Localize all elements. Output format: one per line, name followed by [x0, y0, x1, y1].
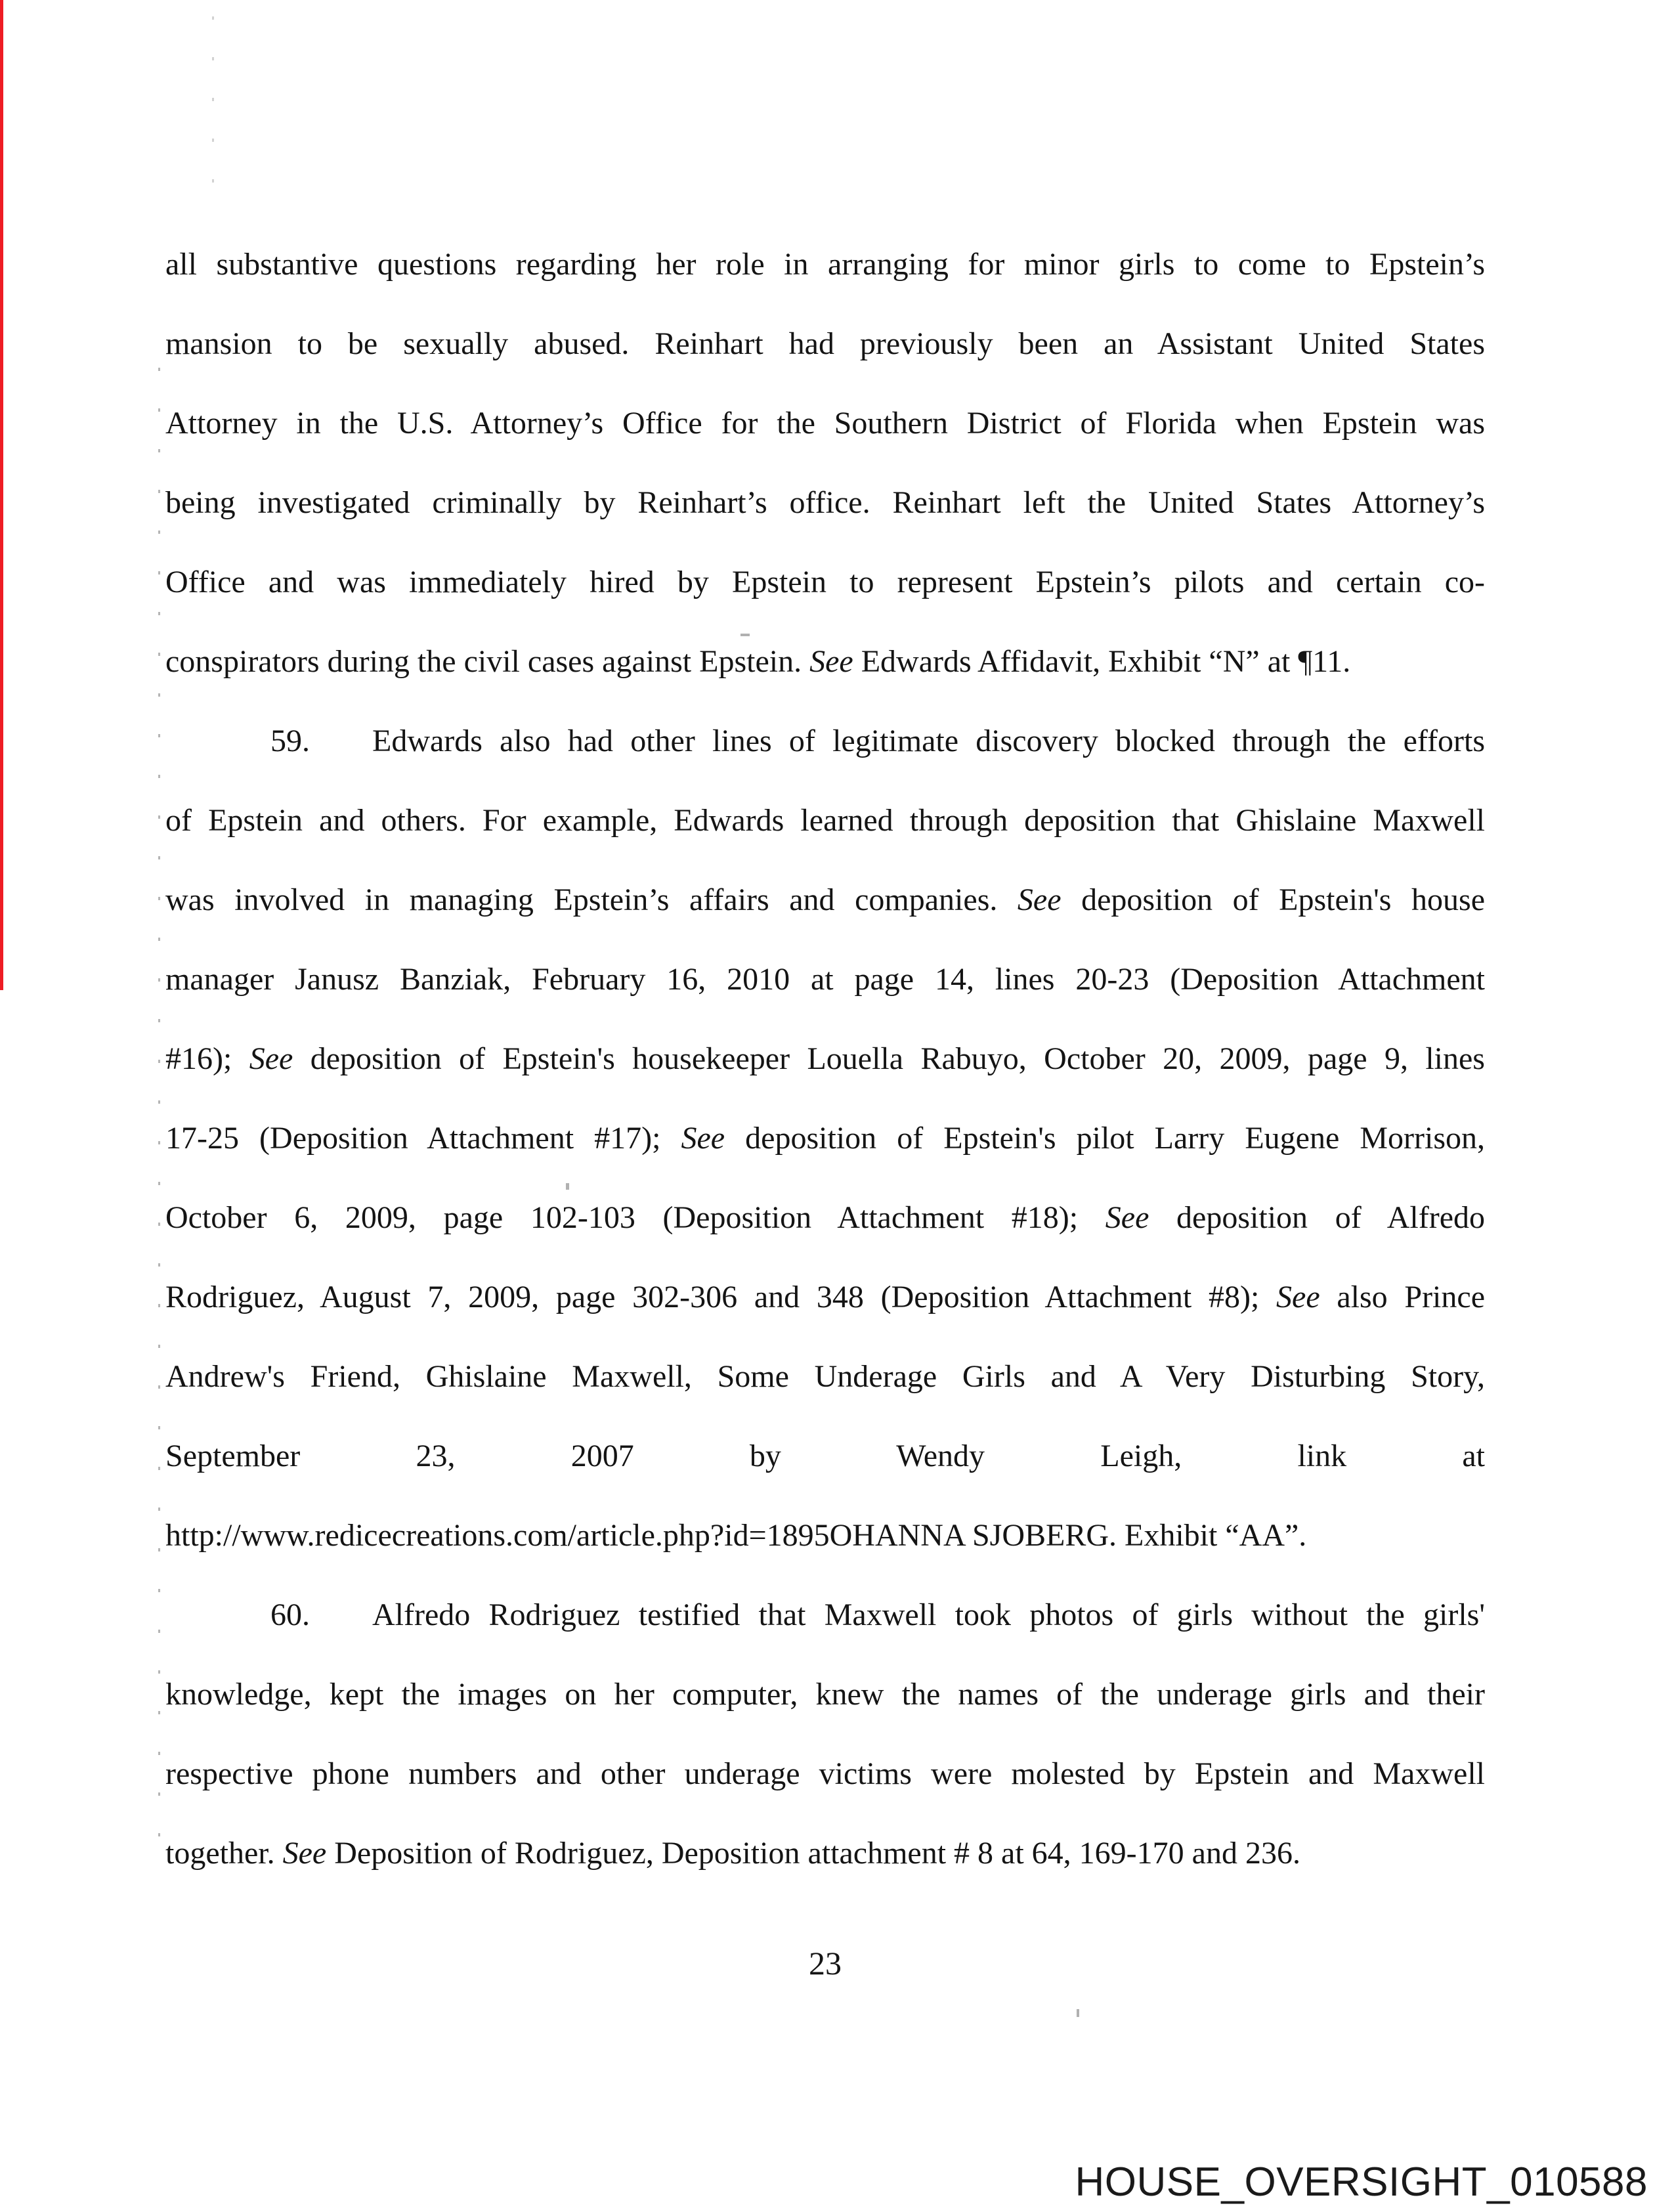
paragraph-number: 59. [270, 724, 310, 758]
text-line: respective phone numbers and other underage victims were molested by Epstein and Maxwell [165, 1756, 1485, 1791]
text-line: 17-25 (Deposition Attachment #17); See deposition of Epstein's pilot Larry Eugene Morrison, [165, 1121, 1485, 1156]
text-line: Rodriguez, August 7, 2009, page 302-306 and 348 (Deposition Attachment #8); See also Prince [165, 1280, 1486, 1314]
text-line: #16); See deposition of Epstein's housekeeper Louella Rabuyo, October 20, 2009, page 9, lines [165, 1041, 1485, 1076]
text-line: being investigated criminally by Reinhart’s office. Reinhart left the United States Attorney’s [165, 485, 1485, 520]
text-line: was involved in managing Epstein’s affairs and companies. See deposition of Epstein's house [165, 882, 1485, 917]
text-line: Office and was immediately hired by Epstein to represent Epstein’s pilots and certain co- [165, 565, 1485, 599]
text-line: 60. Alfredo Rodriguez testified that Maxwell took photos of girls without the girls' [165, 1575, 1485, 1655]
paragraph-number: 60. [270, 1597, 310, 1632]
text-line: manager Janusz Banziak, February 16, 2010 at page 14, lines 20-23 (Deposition Attachment [165, 962, 1485, 997]
page-number: 23 [809, 1945, 842, 1982]
text-line: 59. Edwards also had other lines of legitimate discovery blocked through the efforts [165, 701, 1485, 781]
scan-artifact-dotted-line [158, 368, 160, 1852]
text-line: mansion to be sexually abused. Reinhart had previously been an Assistant United States [165, 326, 1485, 361]
text-line: together. See Deposition of Rodriguez, Deposition attachment # 8 at 64, 169-170 and 236. [165, 1836, 1300, 1871]
text-line: conspirators during the civil cases against Epstein. See Edwards Affidavit, Exhibit “N” at ¶11. [165, 644, 1351, 679]
text-line: Andrew's Friend, Ghislaine Maxwell, Some Underage Girls and A Very Disturbing Story, [165, 1359, 1485, 1394]
text-line: September 23, 2007 by Wendy Leigh, link at [165, 1439, 1485, 1473]
scan-artifact-dotted-line-top [212, 16, 214, 220]
text-line: of Epstein and others. For example, Edwards learned through deposition that Ghislaine Maxwell [165, 803, 1485, 838]
scan-red-edge-artifact [0, 0, 3, 990]
text-line: all substantive questions regarding her role in arranging for minor girls to come to Epstein’s [165, 247, 1485, 282]
text-line: http://www.redicecreations.com/article.php?id=1895OHANNA SJOBERG. Exhibit “AA”. [165, 1518, 1307, 1553]
text-line: knowledge, kept the images on her computer, knew the names of the underage girls and their [165, 1677, 1485, 1712]
scan-speck [1077, 2009, 1079, 2017]
text-line: Attorney in the U.S. Attorney’s Office for the Southern District of Florida when Epstein was [165, 406, 1485, 441]
text-line: October 6, 2009, page 102-103 (Deposition Attachment #18); See deposition of Alfredo [165, 1200, 1485, 1235]
bates-stamp: HOUSE_OVERSIGHT_010588 [1075, 2159, 1648, 2205]
document-body [165, 225, 1485, 1893]
